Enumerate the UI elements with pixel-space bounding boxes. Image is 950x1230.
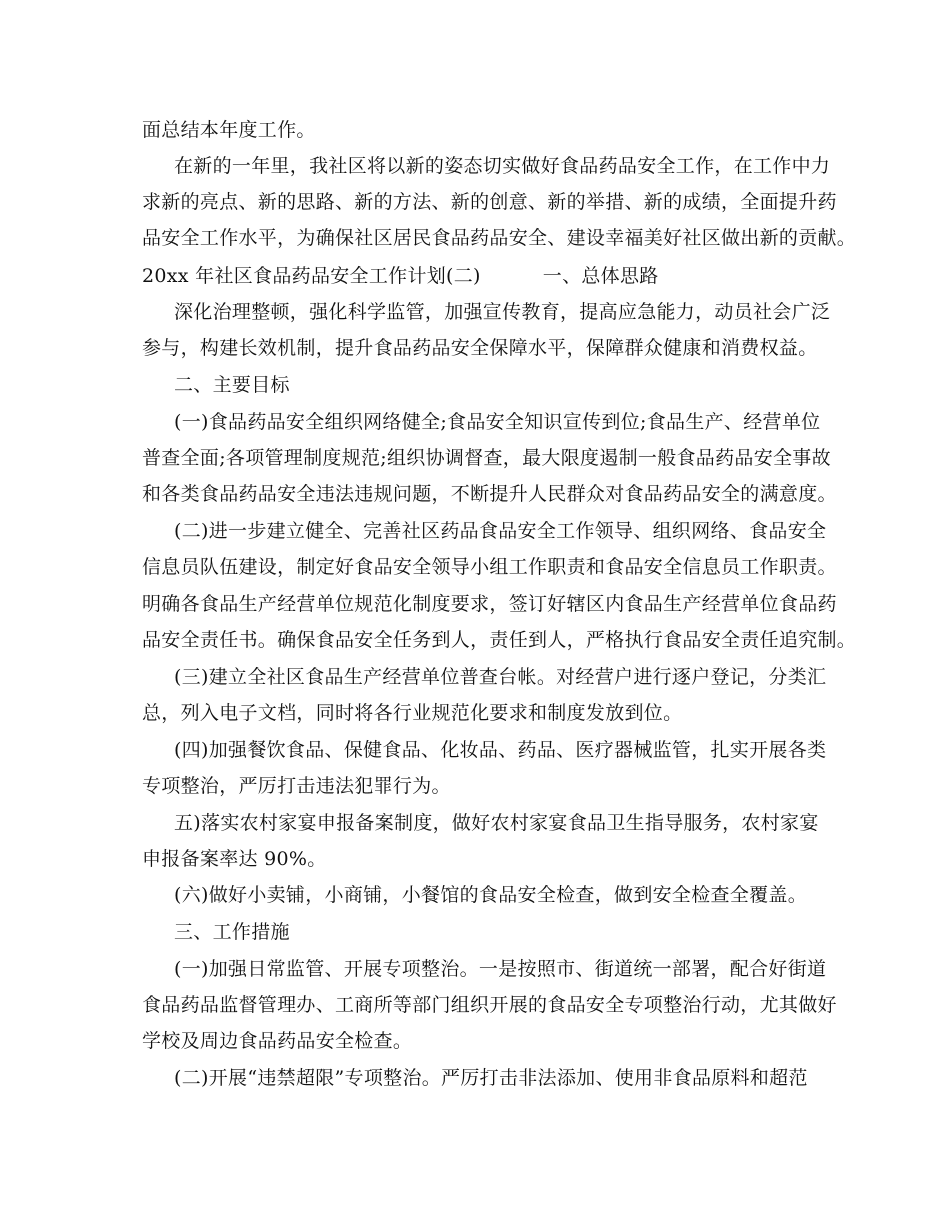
section-heading: 一、总体思路 — [542, 265, 659, 287]
plan-title-line — [142, 264, 659, 288]
text-line: (一)加强日常监管、开展专项整治。一是按照市、街道统一部署，配合好街道 — [174, 958, 827, 980]
text-line: (二)进一步建立健全、完善社区药品食品安全工作领导、组织网络、食品安全 — [174, 520, 827, 542]
text-line: 普查全面;各项管理制度规范;组织协调督查，最大限度遏制一般食品药品安全事故 — [142, 447, 831, 469]
text-line: 专项整治，严厉打击违法犯罪行为。 — [142, 775, 451, 797]
plan-title: 20xx 年社区食品药品安全工作计划(二) — [142, 265, 481, 287]
text-line: (四)加强餐饮食品、保健食品、化妆品、药品、医疗器械监管，扎实开展各类 — [174, 739, 827, 761]
text-line: (二)开展“违禁超限”专项整治。严厉打击非法添加、使用非食品原料和超范 — [174, 1067, 808, 1089]
text-line: (三)建立全社区食品生产经营单位普查台帐。对经营户进行逐户登记，分类汇 — [174, 666, 827, 688]
text-line: 求新的亮点、新的思路、新的方法、新的创意、新的举措、新的成绩，全面提升药 — [142, 191, 837, 213]
text-line: 申报备案率达 90%。 — [142, 848, 327, 870]
text-line: 食品药品监督管理办、工商所等部门组织开展的食品安全专项整治行动，尤其做好 — [142, 994, 837, 1016]
text-line: 品安全责任书。确保食品安全任务到人，责任到人，严格执行食品安全责任追究制。 — [142, 629, 857, 651]
text-line: 和各类食品药品安全违法违规问题，不断提升人民群众对食品药品安全的满意度。 — [142, 483, 837, 505]
text-line: 在新的一年里，我社区将以新的姿态切实做好食品药品安全工作，在工作中力 — [174, 155, 831, 177]
text-line: 品安全工作水平，为确保社区居民食品药品安全、建设幸福美好社区做出新的贡献。 — [142, 227, 857, 249]
text-line: 明确各食品生产经营单位规范化制度要求，签订好辖区内食品生产经营单位食品药 — [142, 593, 837, 615]
text-line: 信息员队伍建设，制定好食品安全领导小组工作职责和食品安全信息员工作职责。 — [142, 556, 837, 578]
text-line: 面总结本年度工作。 — [142, 119, 316, 141]
text-line: 学校及周边食品药品安全检查。 — [142, 1030, 413, 1052]
text-line: 参与，构建长效机制，提升食品药品安全保障水平，保障群众健康和消费权益。 — [142, 337, 818, 359]
section-heading: 三、工作措施 — [174, 921, 290, 943]
text-line: (一)食品药品安全组织网络健全;食品安全知识宣传到位;食品生产、经营单位 — [174, 411, 821, 433]
text-line: 五)落实农村家宴申报备案制度，做好农村家宴食品卫生指导服务，农村家宴 — [174, 812, 819, 834]
text-line: (六)做好小卖铺，小商铺，小餐馆的食品安全检查，做到安全检查全覆盖。 — [174, 884, 808, 906]
section-heading: 二、主要目标 — [174, 374, 290, 396]
text-line: 深化治理整顿，强化科学监管，加强宣传教育，提高应急能力，动员社会广泛 — [174, 301, 831, 323]
text-line: 总，列入电子文档，同时将各行业规范化要求和制度发放到位。 — [142, 702, 683, 724]
